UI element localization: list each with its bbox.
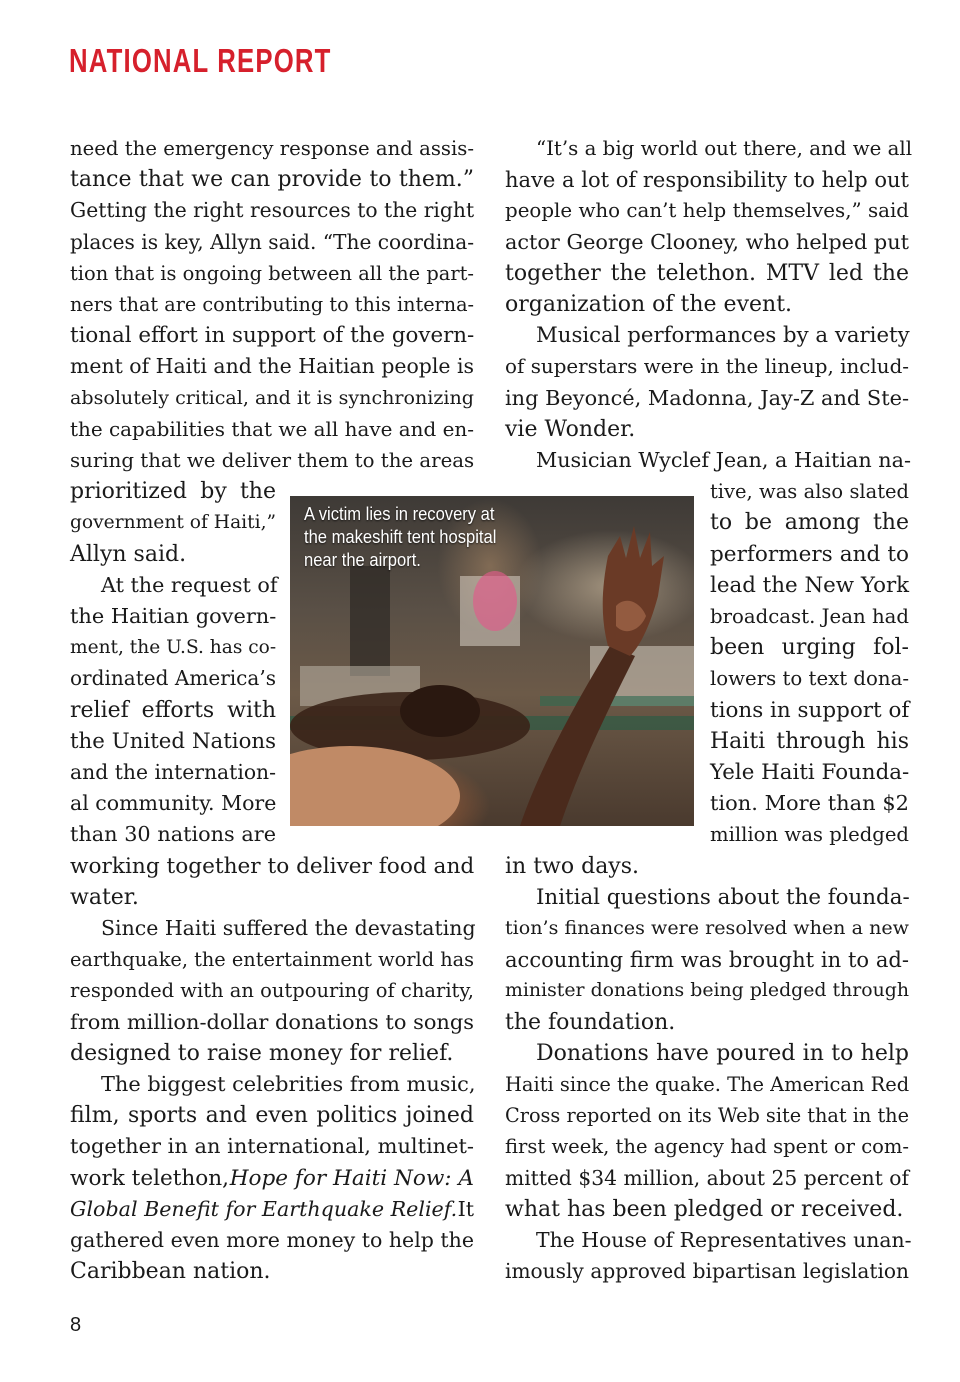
page-number: 8: [70, 1314, 82, 1336]
text-line: places is key, Allyn said. “The coordina-: [70, 229, 475, 254]
text-line: ing Beyoncé, Madonna, Jay-Z and Ste-: [505, 385, 909, 410]
text-line: water.: [70, 884, 139, 910]
text-line: Musical performances by a variety: [536, 323, 910, 349]
text-line: the Haitian govern-: [70, 604, 277, 628]
text-line: accounting firm was brought in to ad-: [505, 947, 909, 973]
text-line: together in an international, multinet-: [70, 1134, 474, 1159]
text-line: ordinated America’s: [70, 666, 276, 691]
text-line: tion’s finances were resolved when a new: [505, 917, 909, 939]
text-line: Haiti through his: [710, 728, 909, 754]
text-line: gathered even more money to help the: [70, 1228, 475, 1252]
text-line: Initial questions about the founda-: [536, 884, 910, 910]
text-line: broadcast. Jean had: [710, 605, 909, 628]
text-span: It: [457, 1196, 474, 1221]
text-line: relief efforts with: [70, 697, 276, 723]
title-italic: Global Benefit for Earthquake Relief.: [70, 1196, 458, 1221]
text-line: million was pledged: [710, 823, 909, 847]
text-line: al community. More: [70, 791, 277, 816]
text-line: been urging fol-: [710, 635, 909, 661]
caption-line: the makeshift tent hospital: [304, 527, 497, 547]
text-line: need the emergency response and assis-: [70, 137, 475, 160]
text-line: The House of Representatives unan-: [536, 1228, 912, 1252]
text-line: “It’s a big world out there, and we all: [536, 137, 913, 160]
text-line: prioritized by the: [70, 479, 276, 505]
text-line: ment, the U.S. has co-: [70, 637, 277, 659]
text-line: tions in support of: [710, 697, 910, 723]
text-line: [70, 1194, 474, 1225]
caption-line: near the airport.: [304, 550, 421, 570]
text-line: mitted $34 million, about 25 percent of: [505, 1165, 909, 1190]
text-line: and the internation-: [70, 760, 276, 784]
text-line: to be among the: [710, 510, 909, 536]
text-span: work telethon,: [70, 1165, 230, 1191]
text-line: imously approved bipartisan legislation: [505, 1259, 909, 1284]
text-line: earthquake, the entertainment world has: [70, 948, 475, 972]
text-line: Cross reported on its Web site that in the: [505, 1104, 909, 1128]
text-line: the capabilities that we all have and en-: [70, 417, 474, 441]
text-line: designed to raise money for relief.: [70, 1040, 454, 1066]
text-line: government of Haiti,”: [70, 512, 277, 534]
text-line: responded with an outpouring of charity,: [70, 979, 474, 1003]
text-line: tive, was also slated: [710, 480, 909, 504]
text-line: together the telethon. MTV led the: [505, 260, 909, 286]
text-line: tion. More than $2: [710, 791, 909, 816]
text-line: the United Nations: [70, 728, 276, 754]
text-line: from million-dollar donations to songs: [70, 1009, 474, 1034]
text-line: lowers to text dona-: [710, 667, 909, 691]
text-line: tion that is ongoing between all the part-: [70, 261, 474, 285]
photo-caption: [304, 503, 496, 572]
news-photo: [290, 496, 694, 826]
text-line: minister donations being pledged through: [505, 979, 909, 1002]
caption-line: A victim lies in recovery at: [304, 504, 495, 524]
text-line: Getting the right resources to the right: [70, 198, 475, 223]
text-line: than 30 nations are: [70, 822, 276, 847]
text-line: tance that we can provide to them.”: [70, 167, 474, 193]
text-line: have a lot of responsibility to help out: [505, 167, 909, 193]
text-line: absolutely critical, and it is synchronizing: [70, 386, 474, 409]
text-line: what has been pledged or received.: [505, 1196, 904, 1222]
text-line: performers and to: [710, 541, 909, 567]
text-line: working together to deliver food and: [70, 853, 475, 879]
text-line: of superstars were in the lineup, includ-: [505, 355, 909, 379]
text-line: ners that are contributing to this interna-: [70, 293, 474, 316]
text-line: Yele Haiti Founda-: [710, 760, 910, 785]
text-line: vie Wonder.: [505, 416, 636, 442]
text-line: [70, 1163, 474, 1194]
text-line: the foundation.: [505, 1009, 676, 1035]
text-line: tional effort in support of the govern-: [70, 323, 475, 349]
text-line: first week, the agency had spent or com-: [505, 1135, 909, 1159]
text-line: The biggest celebrities from music,: [101, 1072, 476, 1096]
text-line: organization of the event.: [505, 292, 793, 317]
title-italic: Hope for Haiti Now: A: [229, 1165, 474, 1191]
text-line: suring that we deliver them to the areas: [70, 449, 475, 472]
text-line: Donations have poured in to help: [536, 1040, 909, 1066]
text-line: Allyn said.: [70, 541, 187, 567]
text-line: At the request of: [101, 572, 278, 597]
text-line: Since Haiti suffered the devastating: [101, 916, 476, 940]
text-line: ment of Haiti and the Haitian people is: [70, 354, 474, 379]
text-line: in two days.: [505, 853, 640, 879]
text-line: Caribbean nation.: [70, 1259, 271, 1285]
text-line: Haiti since the quake. The American Red: [505, 1073, 910, 1096]
text-line: actor George Clooney, who helped put: [505, 229, 909, 254]
section-header: NATIONAL REPORT: [69, 42, 332, 79]
text-line: Musician Wyclef Jean, a Haitian na-: [536, 448, 911, 472]
text-line: film, sports and even politics joined: [70, 1103, 474, 1129]
text-line: people who can’t help themselves,” said: [505, 199, 909, 223]
text-line: lead the New York: [710, 572, 910, 598]
